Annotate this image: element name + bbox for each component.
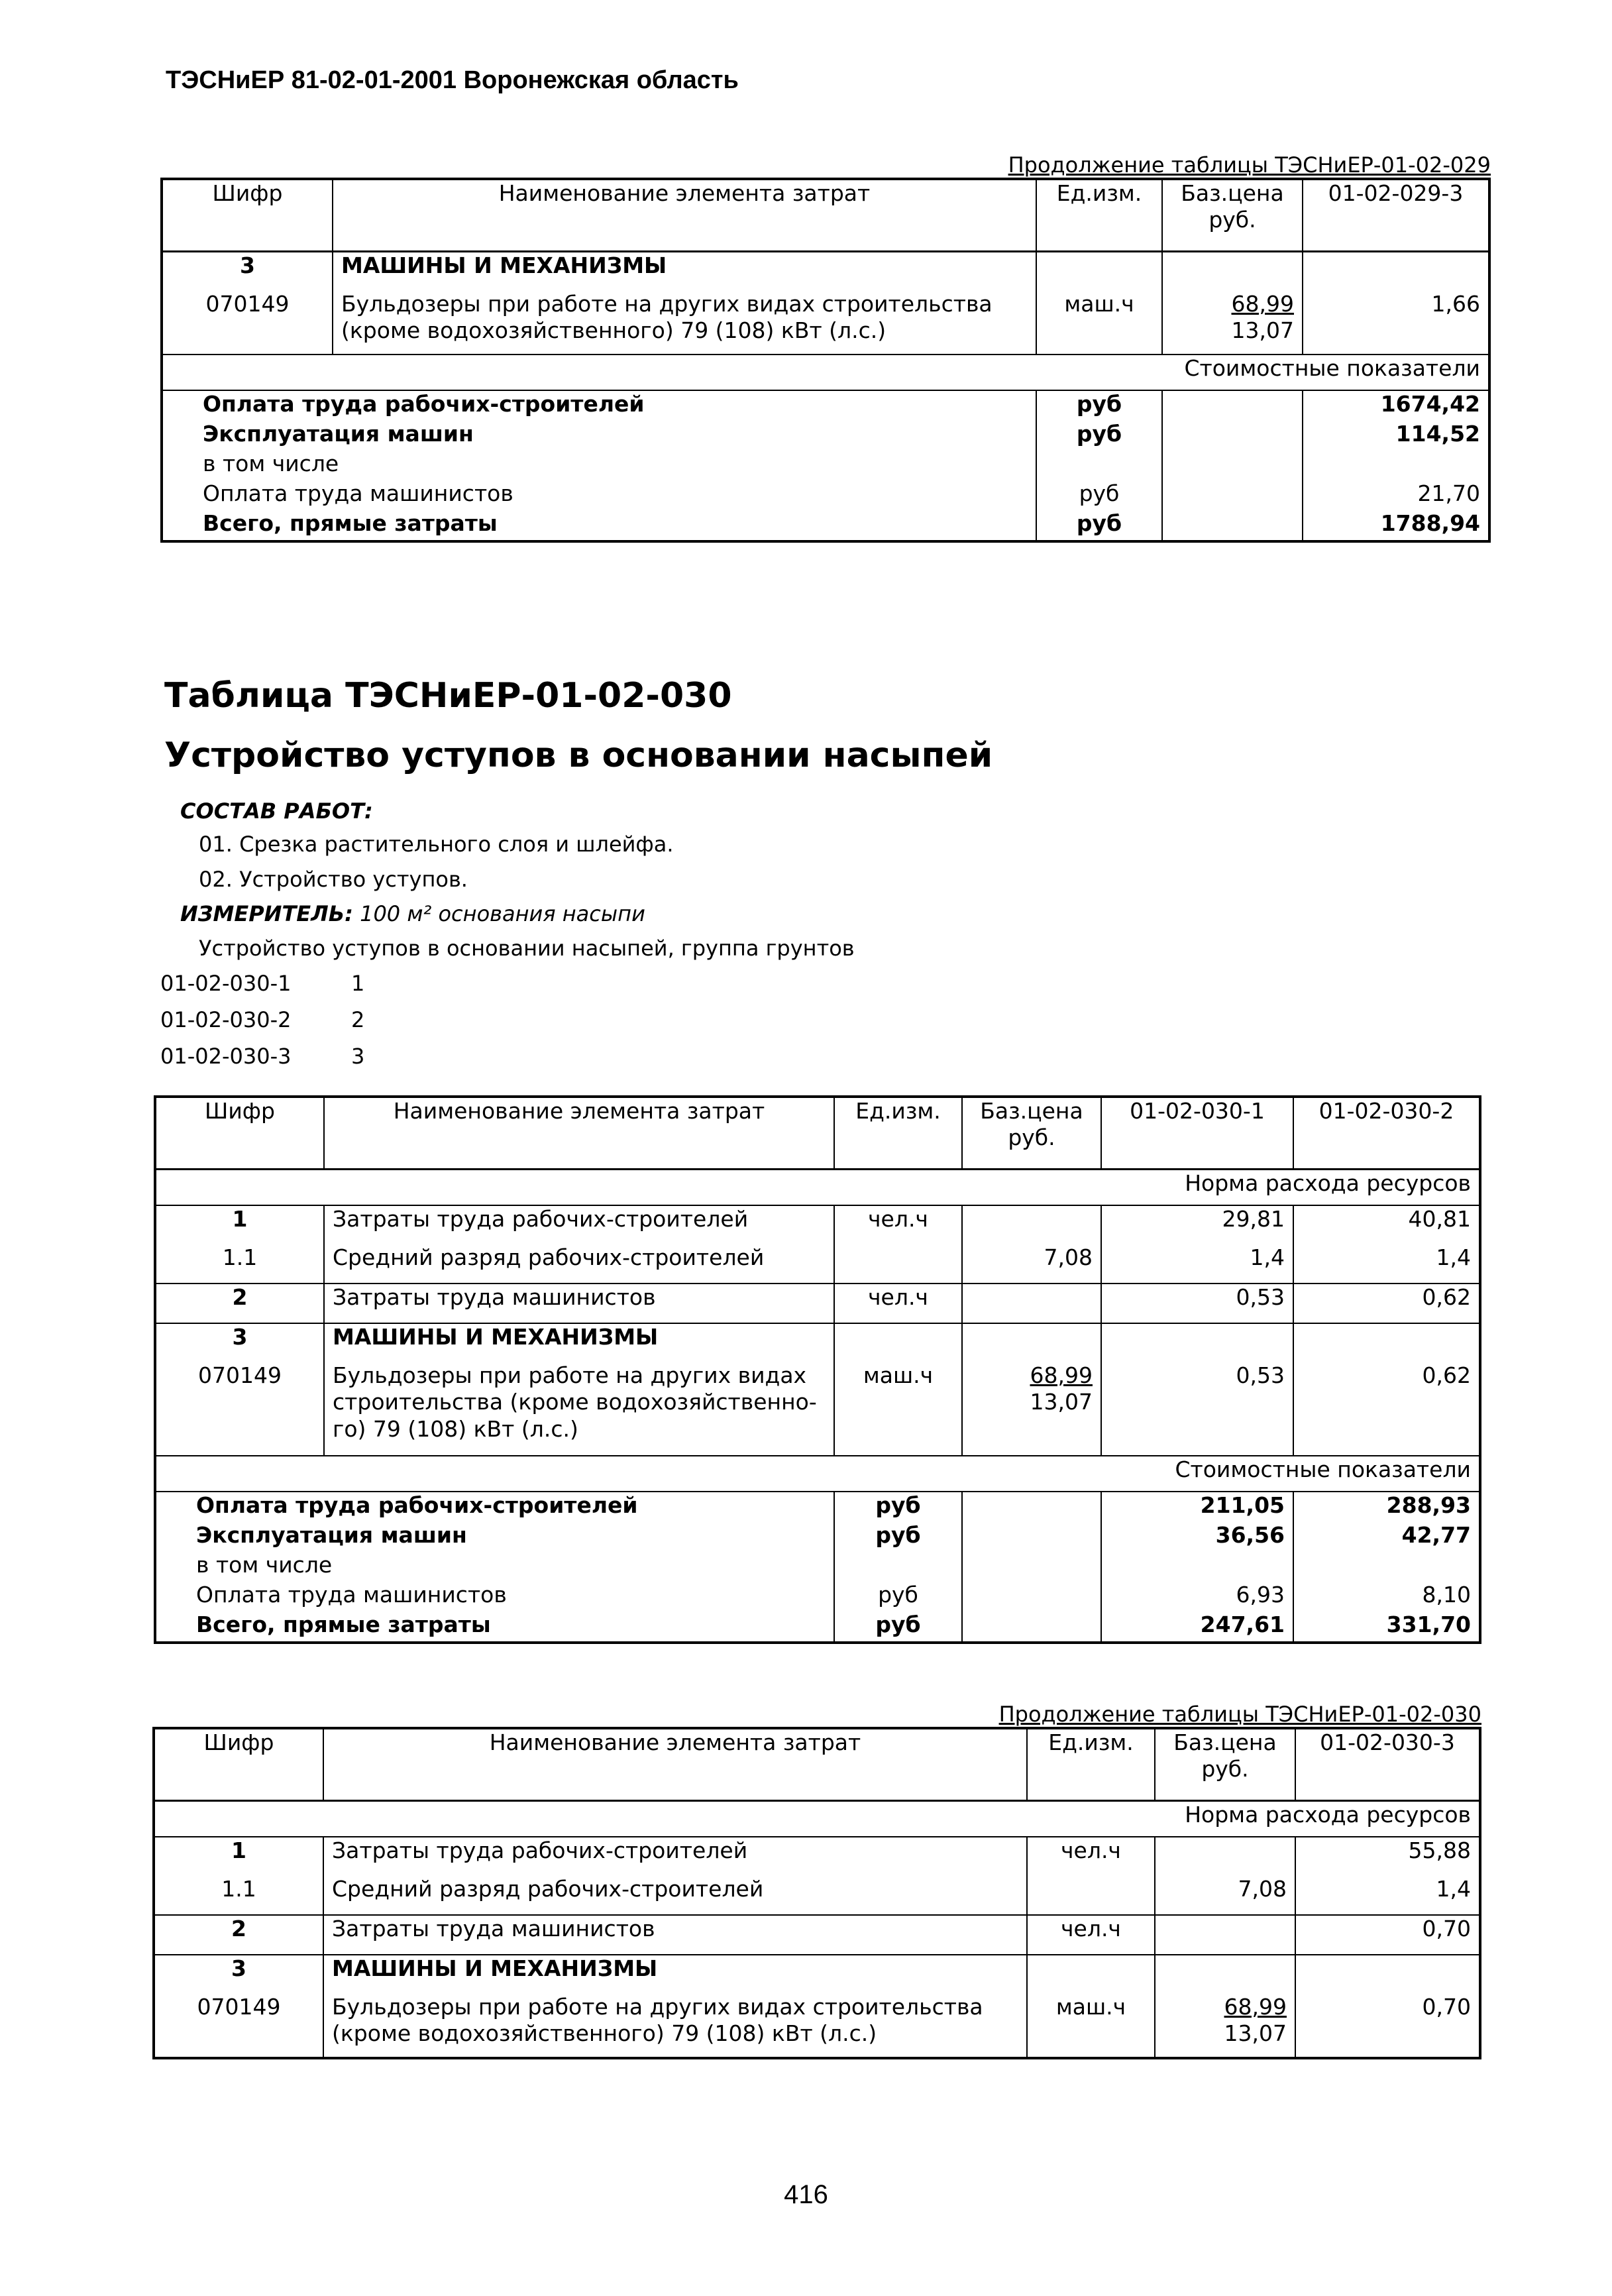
cost-value: 247,61 — [1101, 1612, 1293, 1643]
page-header: ТЭСНиЕР 81-02-01-2001 Воронежская область — [166, 66, 739, 94]
col-code-header: Шифр — [155, 1097, 324, 1170]
cost-unit: руб — [1036, 390, 1162, 421]
table1-header-row — [162, 179, 1489, 252]
cost-unit — [1036, 451, 1162, 480]
row-value: 40,81 — [1293, 1205, 1480, 1244]
table2 — [154, 1095, 1481, 1644]
col-unit-header: Ед.изм. — [834, 1097, 962, 1170]
machine-code: 070149 — [197, 1994, 281, 2020]
row-name: Средний разряд рабочих-строителей — [324, 1244, 834, 1284]
col-name-header: Наименование элемента затрат — [324, 1097, 834, 1170]
col-unit-header: Ед.изм. — [1027, 1728, 1155, 1801]
row-code: 1.1 — [155, 1244, 324, 1284]
cost-unit: руб — [834, 1612, 962, 1643]
row-value: 1,4 — [1293, 1244, 1480, 1284]
col-price-header: Баз.цена руб. — [962, 1097, 1101, 1170]
machine-value: 0,70 — [1295, 1994, 1480, 2058]
machine-code: 070149 — [162, 291, 333, 355]
table-row — [162, 451, 1489, 480]
table-row — [162, 291, 1489, 355]
col-code-header: Шифр — [154, 1728, 323, 1801]
cost-value: 288,93 — [1293, 1492, 1480, 1522]
page-number: 416 — [784, 2180, 828, 2209]
cost-value: 42,77 — [1293, 1522, 1480, 1552]
machine-price-sub: 13,07 — [1030, 1389, 1093, 1415]
col-unit-header: Ед.изм. — [1036, 179, 1162, 252]
table-row — [155, 1244, 1480, 1284]
row-value: 0,53 — [1101, 1284, 1293, 1323]
cost-header: Стоимостные показатели — [155, 1456, 1480, 1492]
table3 — [152, 1727, 1481, 2059]
col-name-header: Наименование элемента затрат — [323, 1728, 1027, 1801]
row-unit: чел.ч — [834, 1205, 962, 1244]
table-row — [162, 390, 1489, 421]
table-row — [162, 421, 1489, 451]
col-code-value-header: 01-02-030-1 — [1101, 1097, 1293, 1170]
machine-value: 1,66 — [1303, 291, 1489, 355]
machine-price-main: 68,99 — [1030, 1362, 1093, 1388]
row-name: Средний разряд рабочих-строителей — [323, 1876, 1027, 1915]
machine-value: 0,53 — [1101, 1362, 1293, 1456]
row-code: 2 — [155, 1284, 324, 1323]
table-row — [154, 1994, 1480, 2058]
table-row — [155, 1205, 1480, 1244]
table3-caption: Продолжение таблицы ТЭСНиЕР-01-02-030 — [998, 1702, 1481, 1727]
cost-label: Оплата труда машинистов — [196, 1582, 507, 1608]
row-price — [1155, 1915, 1295, 1955]
cost-value: 36,56 — [1101, 1522, 1293, 1552]
cost-label: Всего, прямые затраты — [196, 1612, 491, 1637]
row-code: 1.1 — [154, 1876, 323, 1915]
row-value: 0,62 — [1293, 1284, 1480, 1323]
table-row — [162, 252, 1489, 292]
cost-value: 8,10 — [1293, 1582, 1480, 1612]
col-name-header: Наименование элемента затрат — [333, 179, 1036, 252]
section-code: 3 — [231, 1955, 246, 1981]
cost-label: Оплата труда рабочих-строителей — [203, 391, 645, 417]
cost-value: 331,70 — [1293, 1612, 1480, 1643]
table3-header-row — [154, 1728, 1480, 1801]
norm-header: Норма расхода ресурсов — [154, 1801, 1480, 1837]
group-number: 2 — [351, 1007, 365, 1032]
meter-label: ИЗМЕРИТЕЛЬ: — [180, 901, 353, 926]
cost-header: Стоимостные показатели — [162, 355, 1489, 390]
work-item: 01. Срезка растительного слоя и шлейфа. — [199, 832, 674, 857]
cost-unit: руб — [834, 1582, 962, 1612]
row-value: 29,81 — [1101, 1205, 1293, 1244]
row-value: 1,4 — [1295, 1876, 1480, 1915]
group-code: 01-02-030-3 — [160, 1044, 292, 1069]
group-number: 1 — [351, 971, 365, 996]
row-name: Затраты труда машинистов — [323, 1915, 1027, 1955]
row-name: Затраты труда рабочих-строителей — [323, 1837, 1027, 1876]
cost-value — [1303, 451, 1489, 480]
row-unit — [834, 1244, 962, 1284]
group-number: 3 — [351, 1044, 365, 1069]
col-code-header: Шифр — [162, 179, 333, 252]
table-row — [162, 510, 1489, 541]
table-row — [155, 1492, 1480, 1522]
col-price-header: Баз.цена руб. — [1162, 179, 1303, 252]
row-value: 1,4 — [1101, 1244, 1293, 1284]
group-code: 01-02-030-1 — [160, 971, 292, 996]
table-row — [155, 1522, 1480, 1552]
table1 — [160, 178, 1491, 543]
table-row — [155, 1612, 1480, 1643]
machine-name: Бульдозеры при работе на других видах строительства (кроме водохозяйственного) 79 (108) кВт (л.с.) — [333, 291, 1036, 355]
cost-label: Оплата труда машинистов — [203, 480, 513, 506]
machine-price-sub: 13,07 — [1224, 2020, 1287, 2047]
norm-header-row — [155, 1170, 1480, 1206]
machine-unit: маш.ч — [1027, 1994, 1155, 2058]
table-row — [154, 1915, 1480, 1955]
cost-unit — [834, 1552, 962, 1582]
col-code-value-header: 01-02-030-3 — [1295, 1728, 1480, 1801]
norm-header-row — [154, 1801, 1480, 1837]
table-row — [155, 1362, 1480, 1456]
cost-label: Эксплуатация машин — [203, 421, 474, 447]
machine-price-main: 68,99 — [1224, 1994, 1287, 2020]
section-code: 3 — [240, 252, 255, 278]
table-row — [154, 1876, 1480, 1915]
meter-line — [180, 901, 645, 926]
section-name: МАШИНЫ И МЕХАНИЗМЫ — [333, 252, 1036, 292]
row-unit: чел.ч — [1027, 1915, 1155, 1955]
cost-value — [1293, 1552, 1480, 1582]
work-label: СОСТАВ РАБОТ: — [180, 798, 373, 824]
row-value: 55,88 — [1295, 1837, 1480, 1876]
machine-unit: маш.ч — [1036, 291, 1162, 355]
table-row — [154, 1955, 1480, 1994]
cost-value: 6,93 — [1101, 1582, 1293, 1612]
cost-unit: руб — [1036, 510, 1162, 541]
cost-label: в том числе — [203, 451, 339, 476]
row-unit: чел.ч — [834, 1284, 962, 1323]
row-unit: чел.ч — [1027, 1837, 1155, 1876]
table2-header-row — [155, 1097, 1480, 1170]
group-code: 01-02-030-2 — [160, 1007, 292, 1032]
row-name: Затраты труда рабочих-строителей — [324, 1205, 834, 1244]
table-row — [154, 1837, 1480, 1876]
machine-code: 070149 — [155, 1362, 324, 1456]
row-value: 0,70 — [1295, 1915, 1480, 1955]
cost-value — [1101, 1552, 1293, 1582]
table-row — [155, 1284, 1480, 1323]
machine-name: Бульдозеры при работе на других видах строительства (кроме водохозяйственного) 79 (108) кВт (л.с.) — [323, 1994, 1027, 2058]
cost-value: 211,05 — [1101, 1492, 1293, 1522]
section-name: МАШИНЫ И МЕХАНИЗМЫ — [323, 1955, 1027, 1994]
machine-name: Бульдозеры при работе на других видах строительства (кроме водохозяйственно-го) 79 (108) кВт (л.с.) — [324, 1362, 834, 1456]
cost-label: в том числе — [196, 1552, 333, 1578]
table-title: Таблица ТЭСНиЕР-01-02-030 — [164, 676, 732, 716]
row-code: 1 — [232, 1206, 248, 1232]
meter-value: 100 м² основания насыпи — [360, 901, 645, 926]
cost-unit: руб — [834, 1522, 962, 1552]
section-code: 3 — [232, 1324, 248, 1350]
section-name: МАШИНЫ И МЕХАНИЗМЫ — [324, 1323, 834, 1362]
col-code-value-header: 01-02-029-3 — [1303, 179, 1489, 252]
cost-unit: руб — [1036, 421, 1162, 451]
row-price: 7,08 — [962, 1244, 1101, 1284]
row-price — [962, 1205, 1101, 1244]
row-price — [1155, 1837, 1295, 1876]
cost-value: 1674,42 — [1303, 390, 1489, 421]
cost-label: Всего, прямые затраты — [203, 510, 498, 536]
work-item: 02. Устройство уступов. — [199, 867, 468, 892]
machine-value: 0,62 — [1293, 1362, 1480, 1456]
machine-unit: маш.ч — [834, 1362, 962, 1456]
table-row — [155, 1582, 1480, 1612]
table-row — [162, 480, 1489, 510]
cost-header-row — [155, 1456, 1480, 1492]
section-heading: Устройство уступов в основании насыпей — [164, 736, 993, 775]
row-name: Затраты труда машинистов — [324, 1284, 834, 1323]
col-price-header: Баз.цена руб. — [1155, 1728, 1295, 1801]
table-row — [155, 1552, 1480, 1582]
row-price — [962, 1284, 1101, 1323]
norm-header: Норма расхода ресурсов — [155, 1170, 1480, 1206]
machine-price-main: 68,99 — [1231, 291, 1294, 317]
cost-value: 1788,94 — [1303, 510, 1489, 541]
cost-unit: руб — [1036, 480, 1162, 510]
cost-label: Эксплуатация машин — [196, 1522, 467, 1548]
machine-price-sub: 13,07 — [1231, 317, 1294, 344]
row-price: 7,08 — [1155, 1876, 1295, 1915]
table-row — [155, 1323, 1480, 1362]
row-code: 1 — [231, 1837, 246, 1863]
table1-caption: Продолжение таблицы ТЭСНиЕР-01-02-029 — [1008, 152, 1491, 178]
row-code: 2 — [154, 1915, 323, 1955]
cost-header-row — [162, 355, 1489, 390]
cost-unit: руб — [834, 1492, 962, 1522]
cost-value: 114,52 — [1303, 421, 1489, 451]
cost-value: 21,70 — [1303, 480, 1489, 510]
row-unit — [1027, 1876, 1155, 1915]
description: Устройство уступов в основании насыпей, группа грунтов — [199, 936, 855, 961]
col-code-value-header: 01-02-030-2 — [1293, 1097, 1480, 1170]
cost-label: Оплата труда рабочих-строителей — [196, 1492, 638, 1518]
